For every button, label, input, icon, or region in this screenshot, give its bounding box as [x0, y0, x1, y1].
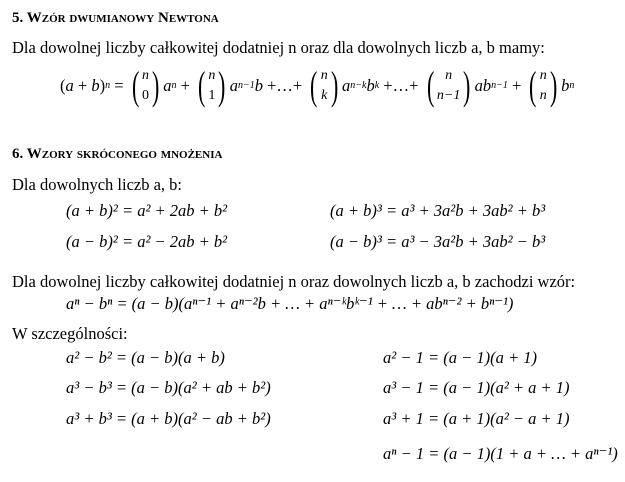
- formula-left-3: a³ + b³ = (a + b)(a² − ab + b²): [66, 409, 271, 428]
- section-6-title: 6. Wzory skróconego mnożenia: [12, 146, 223, 162]
- binom-n-n: ( n n ): [529, 63, 558, 108]
- particular-cases-label: W szczególności:: [12, 324, 128, 343]
- formula-cube-difference: (a − b)³ = a³ − 3a²b + 3ab² − b³: [330, 232, 546, 251]
- formula-square-sum: (a + b)² = a² + 2ab + b²: [66, 201, 228, 220]
- newton-binomial-formula: ( a + b ) n = ( n 0 ) a n + ( n 1 ) a n−1 b +…+ ( n k ) a n−k b k +…+ ( n n−1 ) ab n−1 + ( n n ) b n: [60, 63, 575, 108]
- binom-n-1: ( n 1 ): [198, 63, 226, 108]
- section-6-intro: Dla dowolnych liczb a, b:: [12, 175, 182, 194]
- section-6-intro-2: Dla dowolnej liczby całkowitej dodatniej n oraz dowolnych liczb a, b zachodzi wzór:: [12, 272, 576, 291]
- formula-general-difference-of-powers: aⁿ − bⁿ = (a − b)(aⁿ⁻¹ + aⁿ⁻²b + … + aⁿ⁻ᵏbᵏ⁻¹ + … + abⁿ⁻² + bⁿ⁻¹): [66, 294, 514, 313]
- formula-left-2: a³ − b³ = (a − b)(a² + ab + b²): [66, 378, 271, 397]
- section-5-intro: Dla dowolnej liczby całkowitej dodatniej n oraz dla dowolnych liczb a, b mamy:: [12, 38, 545, 57]
- binom-n-k: ( n k ): [310, 63, 339, 108]
- binom-n-0: ( n 0 ): [131, 63, 160, 108]
- formula-square-difference: (a − b)² = a² − 2ab + b²: [66, 232, 228, 251]
- formula-right-1: a² − 1 = (a − 1)(a + 1): [383, 348, 537, 367]
- binom-n-n-1: ( n n−1 ): [426, 63, 471, 108]
- section-5-title: 5. Wzór dwumianowy Newtona: [12, 10, 219, 26]
- formula-right-2: a³ − 1 = (a − 1)(a² + a + 1): [383, 378, 570, 397]
- formula-right-4: aⁿ − 1 = (a − 1)(1 + a + … + aⁿ⁻¹): [383, 444, 618, 463]
- formula-left-1: a² − b² = (a − b)(a + b): [66, 348, 225, 367]
- formula-right-3: a³ + 1 = (a + 1)(a² − a + 1): [383, 409, 570, 428]
- formula-cube-sum: (a + b)³ = a³ + 3a²b + 3ab² + b³: [330, 201, 546, 220]
